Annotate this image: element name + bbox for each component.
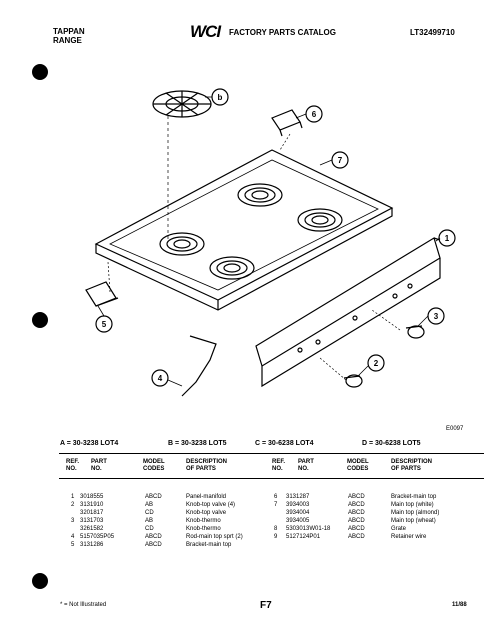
catalog-id: LT32499710: [410, 28, 455, 37]
bracket-main-top-5: [86, 262, 118, 306]
brand-line-1: TAPPAN: [53, 27, 85, 36]
callout-b: b: [217, 93, 223, 102]
catalog-page: TAPPAN RANGE WCI FACTORY PARTS CATALOG LT32499710 b 6 7 1 5 3 2 4 E0097 A = 30-3238 LOT4 B = 30-3238 LOT5 C = 30-6238 LOT4 D = 30-6238 LOT5 REF. NO. PART NO. MODEL CODES DESCRIPTION OF PARTS REF. NO. PART NO. MODEL CODES DESCRIPTION OF PARTS 1 3018555 ABCD Panel-manifold 2 3131910 AB Knob-top valve (4) 3201817 CD Knob-top valve 3 3131703 AB Knob-thermo 3261582 CD Knob-thermo 4 5157035P05 ABCD Rod-main top sprt (2) 5 3131286 ABCD Bracket-main top 6 3131287 ABCD Bracket-main top 7 3934003 ABCD Main top (white) 3934004 ABCD Main top (almond) 3934005 ABCD Main top (wheat) 8 5303013W01-18 ABCD Grate 9 5127124P01 ABCD Retainer wire * = Not Illustrated F7 11/88: [0, 0, 500, 636]
figure-code: E0097: [446, 426, 464, 432]
panel-manifold-drawing: [256, 238, 440, 386]
rod-main-top-support-drawing: [182, 336, 216, 396]
callout-5: 5: [101, 320, 107, 329]
header-ref-right: REF. NO.: [272, 459, 286, 472]
header-codes-right: MODEL CODES: [347, 459, 369, 472]
catalog-title: FACTORY PARTS CATALOG: [229, 28, 336, 37]
knob-top-valve-drawing: [320, 358, 362, 387]
wci-logo: WCI: [190, 22, 221, 41]
not-illustrated-note: * = Not Illustrated: [60, 602, 107, 608]
header-desc-left: DESCRIPTION OF PARTS: [186, 459, 228, 472]
revision-date: 11/88: [452, 602, 467, 608]
table-header-rule: [59, 478, 484, 479]
callout-2: 2: [373, 359, 379, 368]
header-ref-left: REF. NO.: [66, 459, 80, 472]
brand-line-2: RANGE: [53, 36, 82, 45]
callout-1: 1: [444, 234, 450, 243]
header-desc-right: DESCRIPTION OF PARTS: [391, 459, 433, 472]
main-top-drawing: [96, 150, 392, 310]
model-code-a: A = 30-3238 LOT4: [60, 440, 119, 447]
callout-6: 6: [311, 110, 317, 119]
model-code-c: C = 30-6238 LOT4: [255, 440, 314, 447]
header-codes-left: MODEL CODES: [143, 459, 165, 472]
model-code-d: D = 30-6238 LOT5: [362, 440, 421, 447]
callout-7: 7: [337, 156, 343, 165]
page-number: F7: [260, 600, 272, 611]
callout-4: 4: [157, 374, 163, 383]
grate-drawing: [153, 91, 211, 240]
table-top-rule: [59, 453, 484, 454]
header-part-right: PART NO.: [298, 459, 314, 472]
model-code-b: B = 30-3238 LOT5: [168, 440, 227, 447]
bracket-main-top-6: [272, 110, 302, 150]
punch-hole-bottom: [32, 573, 48, 589]
callout-3: 3: [433, 312, 439, 321]
header-part-left: PART NO.: [91, 459, 107, 472]
